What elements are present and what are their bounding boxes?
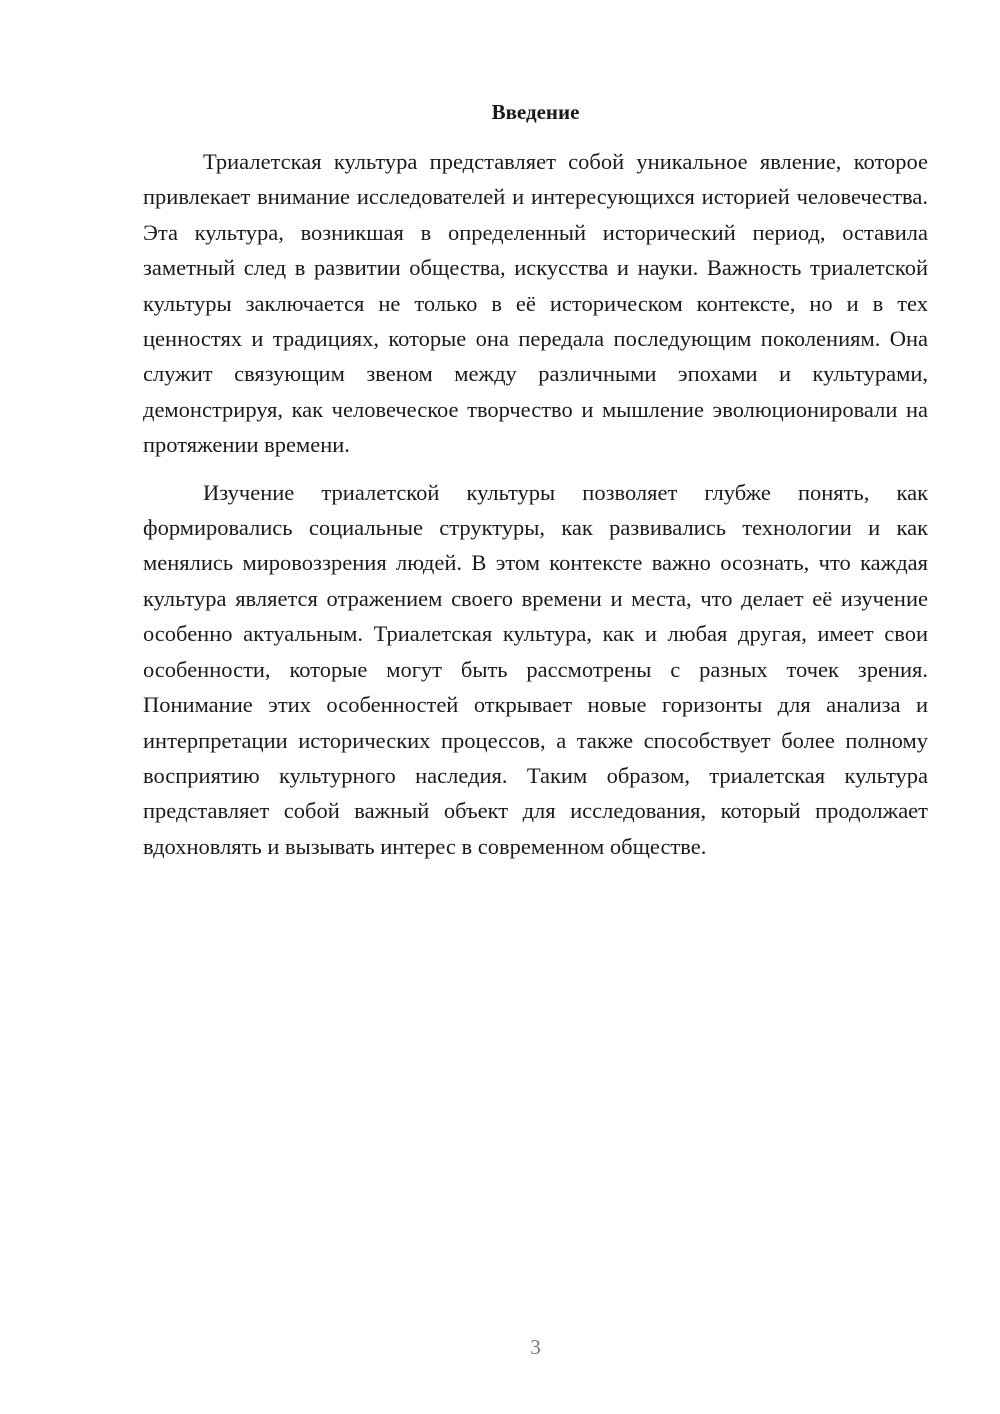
paragraph-2: Изучение триалетской культуры позволяет глубже понять, как формировались социальные структуры, как развивались технологии и как менялись мировоззрения людей. В этом контексте важно осознать, что каждая культура является отражением своего времени и места, что делает её изучение особенно актуальным. Триалетская культура, как и любая другая, имеет свои особенности, которые могут быть рассмотрены с разных точек зрения. Понимание этих особенностей открывает новые горизонты для анализа и интерпретации исторических процессов, а также способствует более полному восприятию культурного наследия. Таким образом, триалетская культура представляет собой важный объект для исследования, который продолжает вдохновлять и вызывать интерес в современном обществе. — [143, 479, 928, 859]
section-title: Введение — [491, 100, 580, 124]
paragraph-1: Триалетская культура представляет собой уникальное явление, которое привлекает внимание исследователей и интересующихся историей человечества. Эта культура, возникшая в определенный исторический период, оставила заметный след в развитии общества, искусства и науки. Важность триалетской культуры заключается не только в её историческом контексте, но и в тех ценностях и традициях, которые она передала последующим поколениям. Она служит связующим звеном между различными эпохами и культурами, демонстрируя, как человеческое творчество и мышление эволюционировали на протяжении времени. — [143, 149, 928, 458]
page-number: 3 — [530, 1335, 541, 1359]
body-text — [143, 144, 928, 864]
